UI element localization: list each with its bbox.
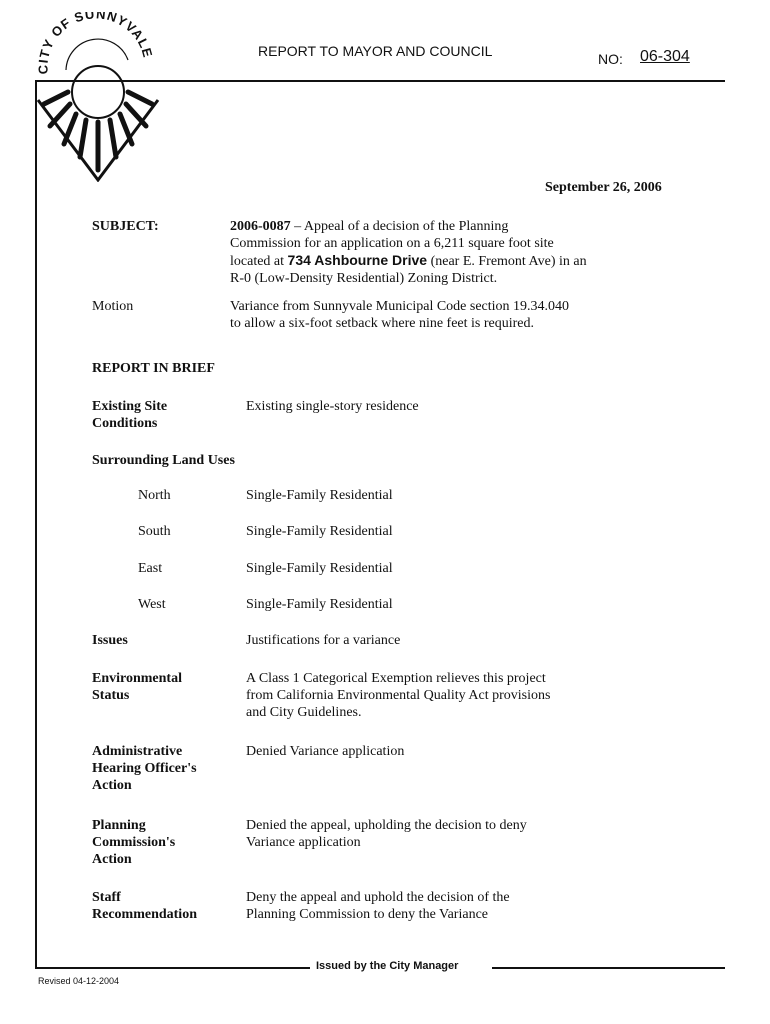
environmental-status-value: A Class 1 Categorical Exemption relieves this project from California Environmental Quality Act provisions and City Guidelines. xyxy=(246,671,551,720)
issued-by: Issued by the City Manager xyxy=(316,960,459,972)
city-seal-logo xyxy=(30,12,170,182)
south-value: Single-Family Residential xyxy=(246,524,393,539)
header-rule xyxy=(35,80,725,82)
svg-text:CITY OF SUNNYVALE: CITY OF SUNNYVALE xyxy=(35,12,156,75)
report-date: September 26, 2006 xyxy=(545,180,662,195)
subject-address: 734 Ashbourne Drive xyxy=(287,252,428,268)
north-label: North xyxy=(138,488,171,503)
environmental-status-label: Environmental Status xyxy=(92,671,182,703)
existing-site-label: Existing Site Conditions xyxy=(92,399,168,431)
report-number: 06-304 xyxy=(640,48,690,65)
report-title: REPORT TO MAYOR AND COUNCIL xyxy=(258,43,493,59)
north-value: Single-Family Residential xyxy=(246,488,393,503)
east-value: Single-Family Residential xyxy=(246,561,393,576)
footer-rule-left xyxy=(35,967,310,969)
subject-text: 2006-0087 – Appeal of a decision of the Planning Commission for an application on a 6,211 square foot site located at 734 Ashbourne Drive (near E. Fremont Ave) in an R-0 (Low-Density Residential) Zoning District. xyxy=(230,219,587,286)
revised-date: Revised 04-12-2004 xyxy=(38,976,120,986)
report-in-brief-heading: REPORT IN BRIEF xyxy=(92,361,215,376)
seal-graphic xyxy=(30,12,170,182)
issues-value: Justifications for a variance xyxy=(246,633,401,648)
staff-recommendation-value: Deny the appeal and uphold the decision of the Planning Commission to deny the Variance xyxy=(246,890,510,922)
existing-site-value: Existing single-story residence xyxy=(246,399,419,414)
report-number-label: NO: xyxy=(598,51,623,67)
motion-label: Motion xyxy=(92,299,134,314)
west-value: Single-Family Residential xyxy=(246,597,393,612)
west-label: West xyxy=(138,597,166,612)
issues-label: Issues xyxy=(92,633,128,648)
planning-commission-action-value: Denied the appeal, upholding the decision to deny Variance application xyxy=(246,818,527,850)
subject-label: SUBJECT: xyxy=(92,219,159,234)
hearing-officer-action-value: Denied Variance application xyxy=(246,744,405,759)
subject-id: 2006-0087 xyxy=(230,219,291,234)
staff-recommendation-label: Staff Recommendation xyxy=(92,890,197,922)
south-label: South xyxy=(138,524,171,539)
surrounding-land-uses-heading: Surrounding Land Uses xyxy=(92,453,235,468)
planning-commission-action-label: Planning Commission's Action xyxy=(92,818,176,867)
hearing-officer-action-label: Administrative Hearing Officer's Action xyxy=(92,744,197,793)
east-label: East xyxy=(138,561,163,576)
footer-rule-right xyxy=(492,967,725,969)
motion-text: Variance from Sunnyvale Municipal Code section 19.34.040 to allow a six-foot setback where nine feet is required. xyxy=(230,299,570,331)
left-margin-rule xyxy=(35,82,37,968)
